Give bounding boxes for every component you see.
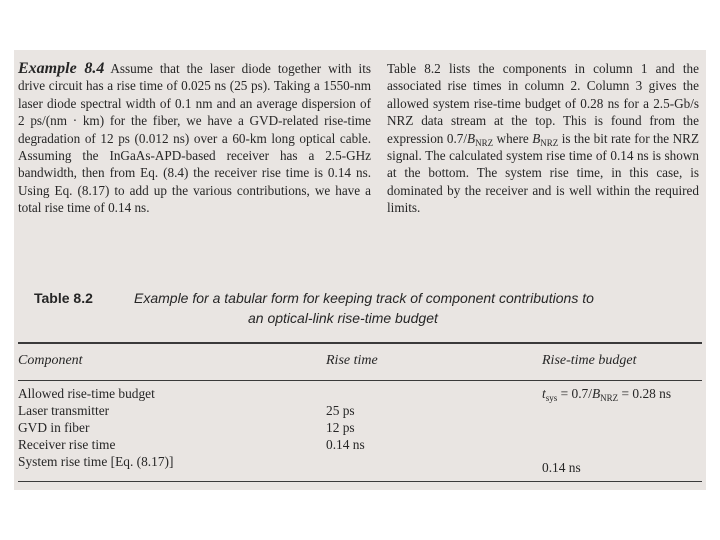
bitrate-symbol: B: [467, 130, 476, 146]
table-row-0-budget: [542, 386, 671, 403]
bitrate-subscript-2: NRZ: [540, 137, 559, 148]
table-row-2-rise-time: 12 ps: [326, 420, 355, 435]
budget-b-subscript: NRZ: [600, 393, 619, 403]
scanned-page: [14, 50, 706, 490]
table-row-1-rise-time: 25 ps: [326, 403, 355, 418]
table-row-2-component: GVD in fiber: [18, 420, 90, 435]
example-left-text: Assume that the laser diode together with its drive circuit has a rise time of 0.025 ns (25 ps). Taking a 1550-nm laser diode spectral width of 0.1 nm and an average dispersion of 2 ps/(nm · km) for the fiber, we have a GVD-related rise-time degradation of 12 ps (0.012 ns) over a 60-km long optical cable. Assuming the InGaAs-APD-based receiver has a 2.5-GHz bandwidth, then from Eq. (8.4) the receiver rise time is 0.14 ns. Using Eq. (8.17) to add up the various contributions, we have a total rise time of 0.14 ns.: [18, 61, 371, 216]
tsys-symbol: t: [542, 386, 546, 401]
example-right-column: [387, 60, 699, 217]
bitrate-symbol-2: B: [532, 130, 541, 146]
table-number: Table 8.2: [34, 290, 93, 306]
table-row-4-component: System rise time [Eq. (8.17)]: [18, 454, 174, 469]
table-row-4-budget: 0.14 ns: [542, 460, 581, 475]
header-component: Component: [18, 353, 83, 368]
right-text-part-1: Table 8.2 lists the components in column 1 and the associated rise times in column 2. Column 3 gives the allowed system rise-time budget of 0.28 ns for a 2.5-Gb/s NRZ data stream at the top. This is found from the expression 0.7/: [387, 61, 699, 146]
example-title: Example 8.4: [18, 60, 105, 77]
example-left-column: [18, 60, 371, 217]
table-row-3-rise-time: 0.14 ns: [326, 437, 365, 452]
header-rise-time-budget: Rise-time budget: [542, 353, 637, 368]
table-bottom-rule: [18, 481, 702, 482]
table-top-rule: [18, 342, 702, 344]
table-row-3-component: Receiver rise time: [18, 437, 116, 452]
table-header-rule: [18, 380, 702, 381]
table-caption: [34, 289, 694, 328]
budget-formula-mid: = 0.7/: [557, 386, 592, 401]
budget-b-symbol: B: [591, 386, 601, 401]
caption-line-2: an optical-link rise-time budget: [248, 310, 438, 326]
table-row-0-component: Allowed rise-time budget: [18, 386, 155, 401]
right-text-part-3: is the bit rate for the NRZ signal. The calculated system rise time of 0.14 ns is shown at the bottom. The system rise time, in this case, is dominated by the receiver and is well within the required limits.: [387, 130, 699, 216]
caption-line-1: Example for a tabular form for keeping track of component contributions to: [134, 290, 594, 306]
bitrate-subscript: NRZ: [475, 137, 494, 148]
tsys-subscript: sys: [545, 393, 558, 403]
budget-formula-end: = 0.28 ns: [618, 386, 672, 401]
header-rise-time: Rise time: [326, 353, 378, 368]
right-text-part-2: where: [493, 130, 533, 146]
table-row-1-component: Laser transmitter: [18, 403, 110, 418]
